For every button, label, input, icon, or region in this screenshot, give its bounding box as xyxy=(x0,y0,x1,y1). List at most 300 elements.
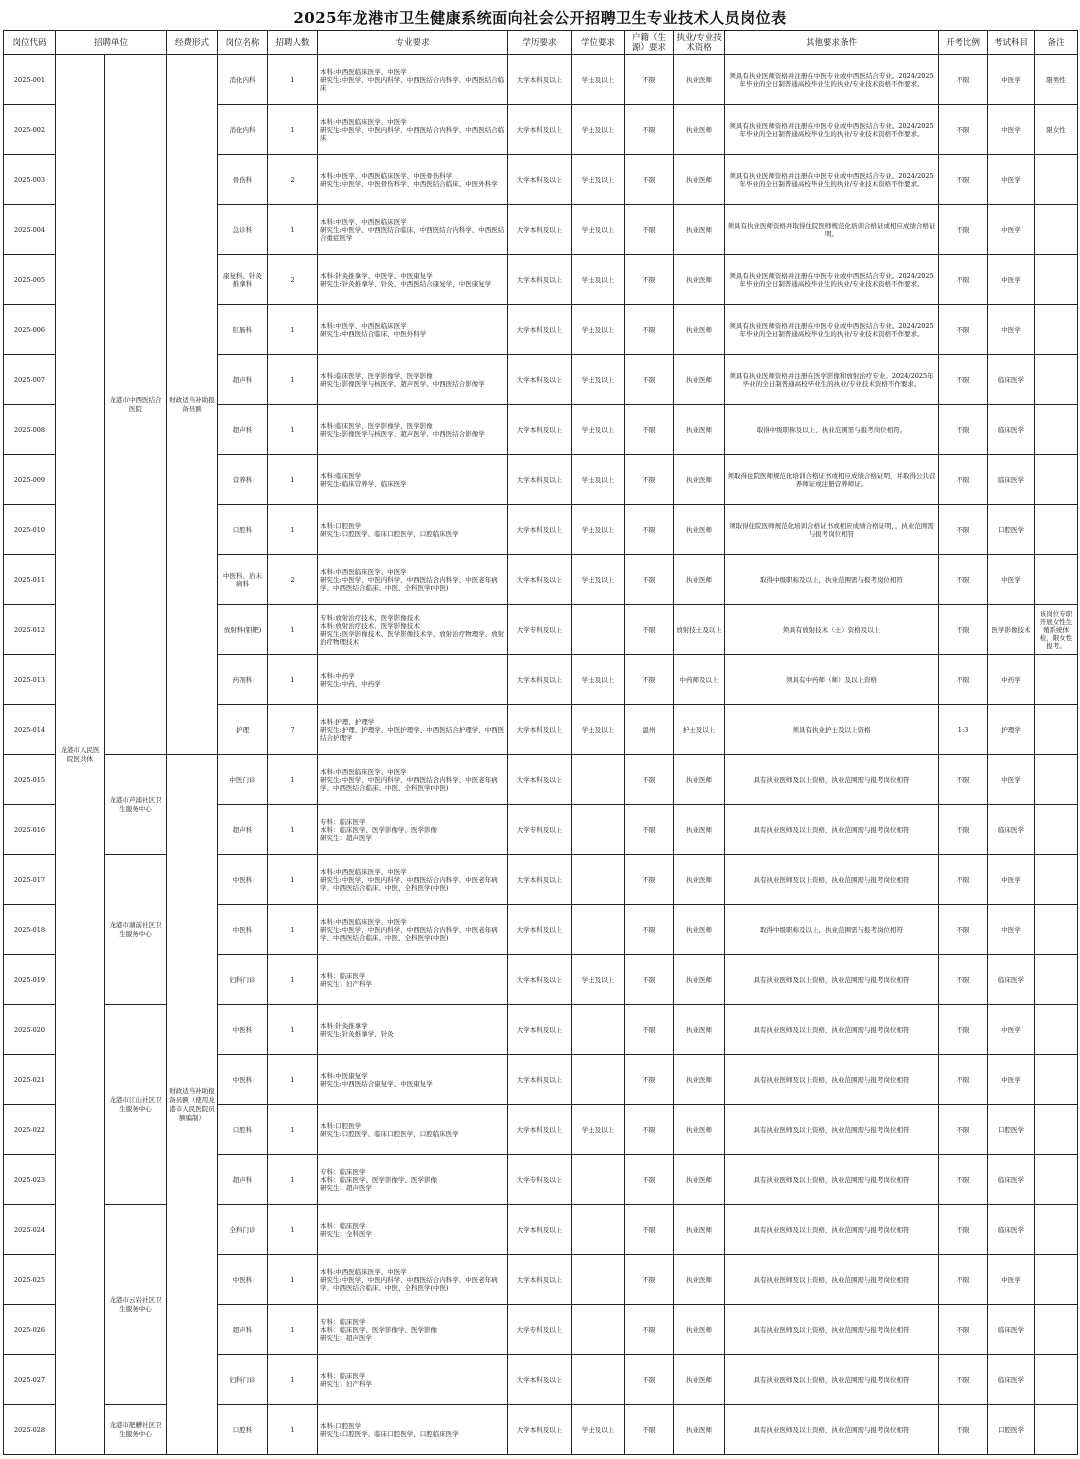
job-code-cell: 2025-019 xyxy=(4,955,56,1005)
exam-ratio-cell: 不限 xyxy=(939,205,988,255)
qualification-cell: 执业医师 xyxy=(674,805,725,855)
exam-subject-cell: 中医学 xyxy=(988,55,1035,105)
exam-ratio-cell: 不限 xyxy=(939,1055,988,1105)
table-row xyxy=(4,755,1078,805)
major-cell: 本科:中西医临床医学、中医学 研究生:中医学、中医内科学、中西医结合内科学、中西医结合临床 xyxy=(318,55,508,105)
exam-subject-cell: 中医学 xyxy=(988,855,1035,905)
household-cell: 不限 xyxy=(625,955,674,1005)
major-cell: 本科:针灸推拿学 研究生:针灸推拿学、针灸 xyxy=(318,1005,508,1055)
job-code-cell: 2025-024 xyxy=(4,1205,56,1255)
header-cell: 开考比例 xyxy=(939,31,988,55)
remark-cell xyxy=(1035,1155,1078,1205)
exam-ratio-cell: 不限 xyxy=(939,1105,988,1155)
qualification-cell: 执业医师 xyxy=(674,105,725,155)
education-cell: 大学本科及以上 xyxy=(508,1105,572,1155)
qualification-cell: 执业医师 xyxy=(674,455,725,505)
headcount-cell: 1 xyxy=(268,655,318,705)
education-cell: 大学本科及以上 xyxy=(508,555,572,605)
degree-cell xyxy=(572,805,625,855)
major-cell: 本科:针灸推拿学、中医学、中医康复学 研究生:针灸推拿学、针灸、中西医结合康复学、中医康复学 xyxy=(318,255,508,305)
degree-cell xyxy=(572,755,625,805)
degree-cell: 学士及以上 xyxy=(572,405,625,455)
headcount-cell: 1 xyxy=(268,1205,318,1255)
unit-cell: 龙港市中西医结合医院 xyxy=(105,55,167,755)
household-cell: 不限 xyxy=(625,1005,674,1055)
degree-cell: 学士及以上 xyxy=(572,205,625,255)
qualification-cell: 执业医师 xyxy=(674,1255,725,1305)
exam-subject-cell: 中医学 xyxy=(988,755,1035,805)
headcount-cell: 1 xyxy=(268,505,318,555)
qualification-cell: 执业医师 xyxy=(674,1205,725,1255)
education-cell: 大学专科及以上 xyxy=(508,805,572,855)
qualification-cell: 执业医师 xyxy=(674,1405,725,1455)
job-name-cell: 药剂科 xyxy=(218,655,268,705)
exam-subject-cell: 中医学 xyxy=(988,305,1035,355)
degree-cell xyxy=(572,1005,625,1055)
education-cell: 大学专科及以上 xyxy=(508,1155,572,1205)
exam-subject-cell: 中医学 xyxy=(988,155,1035,205)
household-cell: 不限 xyxy=(625,355,674,405)
header-cell: 招聘单位 xyxy=(56,31,167,55)
household-cell: 不限 xyxy=(625,755,674,805)
headcount-cell: 1 xyxy=(268,355,318,405)
headcount-cell: 1 xyxy=(268,455,318,505)
major-cell: 本科:临床医学 研究生:临床营养学、临床医学 xyxy=(318,455,508,505)
exam-ratio-cell: 不限 xyxy=(939,655,988,705)
job-name-cell: 急诊科 xyxy=(218,205,268,255)
other-requirements-cell: 具有执业医师及以上资格，执业范围需与报考岗位相符 xyxy=(725,1055,939,1105)
unit-cell: 龙港市云岩社区卫生服务中心 xyxy=(105,1205,167,1405)
degree-cell: 学士及以上 xyxy=(572,105,625,155)
exam-ratio-cell: 不限 xyxy=(939,805,988,855)
degree-cell: 学士及以上 xyxy=(572,255,625,305)
job-code-cell: 2025-012 xyxy=(4,605,56,655)
job-name-cell: 中医科 xyxy=(218,905,268,955)
job-name-cell: 放射科(钼靶) xyxy=(218,605,268,655)
job-code-cell: 2025-008 xyxy=(4,405,56,455)
table-row xyxy=(4,855,1078,905)
headcount-cell: 1 xyxy=(268,605,318,655)
headcount-cell: 1 xyxy=(268,755,318,805)
exam-subject-cell: 护理学 xyxy=(988,705,1035,755)
exam-ratio-cell: 不限 xyxy=(939,855,988,905)
exam-ratio-cell: 不限 xyxy=(939,405,988,455)
household-cell: 不限 xyxy=(625,855,674,905)
remark-cell xyxy=(1035,355,1078,405)
qualification-cell: 中药师及以上 xyxy=(674,655,725,705)
qualification-cell: 执业医师 xyxy=(674,1055,725,1105)
degree-cell: 学士及以上 xyxy=(572,55,625,105)
headcount-cell: 2 xyxy=(268,155,318,205)
education-cell: 大学专科及以上 xyxy=(508,605,572,655)
headcount-cell: 1 xyxy=(268,205,318,255)
other-requirements-cell: 具有执业医师及以上资格，执业范围需与报考岗位相符 xyxy=(725,955,939,1005)
header-cell: 岗位名称 xyxy=(218,31,268,55)
major-cell: 专科：临床医学 本科：临床医学、医学影像学、医学影像 研究生：超声医学 xyxy=(318,1305,508,1355)
household-cell: 不限 xyxy=(625,1305,674,1355)
remark-cell xyxy=(1035,555,1078,605)
headcount-cell: 1 xyxy=(268,1255,318,1305)
major-cell: 本科:中医学、中西医临床医学 研究生:中医学、中西医结合临床、中西医结合内科学、中西医结合重症医学 xyxy=(318,205,508,255)
exam-subject-cell: 临床医学 xyxy=(988,805,1035,855)
exam-ratio-cell: 不限 xyxy=(939,505,988,555)
remark-cell xyxy=(1035,305,1078,355)
household-cell: 不限 xyxy=(625,1405,674,1455)
exam-subject-cell: 临床医学 xyxy=(988,355,1035,405)
household-cell: 不限 xyxy=(625,105,674,155)
remark-cell: 该岗位专职开展女性生殖系统体检，限女性报考。 xyxy=(1035,605,1078,655)
job-code-cell: 2025-021 xyxy=(4,1055,56,1105)
education-cell: 大学本科及以上 xyxy=(508,1055,572,1105)
other-requirements-cell: 须具有执业护士及以上资格 xyxy=(725,705,939,755)
other-requirements-cell: 具有执业医师及以上资格，执业范围需与报考岗位相符 xyxy=(725,1005,939,1055)
qualification-cell: 执业医师 xyxy=(674,405,725,455)
job-code-cell: 2025-011 xyxy=(4,555,56,605)
education-cell: 大学本科及以上 xyxy=(508,405,572,455)
other-requirements-cell: 须具有中药师（师）及以上资格 xyxy=(725,655,939,705)
job-name-cell: 消化内科 xyxy=(218,105,268,155)
job-code-cell: 2025-016 xyxy=(4,805,56,855)
job-code-cell: 2025-025 xyxy=(4,1255,56,1305)
major-cell: 本科:中西医临床医学、中医学 研究生:中医学、中医内科学、中西医结合内科学、中医老年病学、中西医结合临床、中医、全科医学(中医) xyxy=(318,905,508,955)
exam-subject-cell: 临床医学 xyxy=(988,1355,1035,1405)
major-cell: 本科:中药学 研究生:中药、中药学 xyxy=(318,655,508,705)
job-code-cell: 2025-009 xyxy=(4,455,56,505)
exam-ratio-cell: 不限 xyxy=(939,955,988,1005)
degree-cell xyxy=(572,1355,625,1405)
major-cell: 本科:中西医临床医学、中医学 研究生:中医学、中医内科学、中西医结合内科学、中医老年病学、中西医结合临床、中医、全科医学(中医) xyxy=(318,1255,508,1305)
education-cell: 大学本科及以上 xyxy=(508,1255,572,1305)
remark-cell xyxy=(1035,1255,1078,1305)
exam-ratio-cell: 不限 xyxy=(939,1255,988,1305)
household-cell: 不限 xyxy=(625,205,674,255)
exam-ratio-cell: 不限 xyxy=(939,1005,988,1055)
qualification-cell: 执业医师 xyxy=(674,1305,725,1355)
remark-cell xyxy=(1035,1205,1078,1255)
major-cell: 本科:中医学、中西医临床医学 研究生:中西医结合临床、中医外科学 xyxy=(318,305,508,355)
other-requirements-cell: 取得中级职称及以上，执业范围需与报考岗位相符。 xyxy=(725,405,939,455)
other-requirements-cell: 具有执业医师及以上资格，执业范围需与报考岗位相符 xyxy=(725,1105,939,1155)
exam-ratio-cell: 不限 xyxy=(939,455,988,505)
remark-cell xyxy=(1035,1005,1078,1055)
exam-subject-cell: 中医学 xyxy=(988,205,1035,255)
qualification-cell: 执业医师 xyxy=(674,255,725,305)
job-name-cell: 口腔科 xyxy=(218,1105,268,1155)
table-row xyxy=(4,1005,1078,1055)
job-name-cell: 超声科 xyxy=(218,1155,268,1205)
job-code-cell: 2025-026 xyxy=(4,1305,56,1355)
page-title: 2025年龙港市卫生健康系统面向社会公开招聘卫生专业技术人员岗位表 xyxy=(293,9,787,27)
other-requirements-cell: 具有执业医师及以上资格，执业范围需与报考岗位相符 xyxy=(725,1405,939,1455)
degree-cell: 学士及以上 xyxy=(572,705,625,755)
degree-cell xyxy=(572,605,625,655)
job-name-cell: 中医科 xyxy=(218,1255,268,1305)
header-cell: 招聘人数 xyxy=(268,31,318,55)
qualification-cell: 执业医师 xyxy=(674,55,725,105)
remark-cell xyxy=(1035,755,1078,805)
education-cell: 大学本科及以上 xyxy=(508,105,572,155)
exam-ratio-cell: 不限 xyxy=(939,1305,988,1355)
exam-subject-cell: 中医学 xyxy=(988,1255,1035,1305)
qualification-cell: 执业医师 xyxy=(674,155,725,205)
major-cell: 本科:中西医临床医学、中医学 研究生:中医学、中医内科学、中西医结合内科学、中西医结合临床 xyxy=(318,105,508,155)
header-cell: 户籍（生源）要求 xyxy=(625,31,674,55)
header-cell: 专业要求 xyxy=(318,31,508,55)
household-cell: 不限 xyxy=(625,555,674,605)
job-name-cell: 全科门诊 xyxy=(218,1205,268,1255)
degree-cell: 学士及以上 xyxy=(572,955,625,1005)
job-code-cell: 2025-015 xyxy=(4,755,56,805)
exam-ratio-cell: 不限 xyxy=(939,1405,988,1455)
household-cell: 不限 xyxy=(625,155,674,205)
education-cell: 大学本科及以上 xyxy=(508,1355,572,1405)
job-code-cell: 2025-027 xyxy=(4,1355,56,1405)
table-row xyxy=(4,55,1078,105)
education-cell: 大学本科及以上 xyxy=(508,205,572,255)
major-cell: 本科:中医学、中西医临床医学、中医骨伤科学 研究生:中医学、中医骨伤科学、中西医结合临床、中医外科学 xyxy=(318,155,508,205)
other-requirements-cell: 须具有执业医师资格并注册在中医专业或中西医结合专业。2024/2025年毕业的全日制普通高校毕业生的执业/专业技术资格不作要求。 xyxy=(725,255,939,305)
headcount-cell: 1 xyxy=(268,405,318,455)
other-requirements-cell: 须取得住院医师规范化培训合格证书或相应成绩合格证明，并取得公共营养师证或注册营养师证。 xyxy=(725,455,939,505)
degree-cell: 学士及以上 xyxy=(572,555,625,605)
exam-ratio-cell: 不限 xyxy=(939,55,988,105)
household-cell: 不限 xyxy=(625,1205,674,1255)
other-requirements-cell: 具有执业医师及以上资格，执业范围需与报考岗位相符 xyxy=(725,1205,939,1255)
household-cell: 不限 xyxy=(625,905,674,955)
other-requirements-cell: 具有执业医师及以上资格，执业范围需与报考岗位相符 xyxy=(725,1355,939,1405)
other-requirements-cell: 具有执业医师及以上资格，执业范围需与报考岗位相符 xyxy=(725,1305,939,1355)
household-cell: 温州 xyxy=(625,705,674,755)
header-cell: 备注 xyxy=(1035,31,1078,55)
other-requirements-cell: 须取得住院医师规范化培训合格证书或相应成绩合格证明，，执业范围需与报考岗位相符 xyxy=(725,505,939,555)
header-cell: 其他要求条件 xyxy=(725,31,939,55)
exam-subject-cell: 中医学 xyxy=(988,1055,1035,1105)
remark-cell xyxy=(1035,1305,1078,1355)
degree-cell: 学士及以上 xyxy=(572,305,625,355)
job-code-cell: 2025-002 xyxy=(4,105,56,155)
major-cell: 本科:临床医学、医学影像学、医学影像 研究生:影像医学与核医学、超声医学、中西医结合影像学 xyxy=(318,405,508,455)
job-name-cell: 中医科 xyxy=(218,855,268,905)
degree-cell xyxy=(572,1155,625,1205)
major-cell: 本科：临床医学 研究生：妇产科学 xyxy=(318,1355,508,1405)
job-name-cell: 护理 xyxy=(218,705,268,755)
degree-cell xyxy=(572,1255,625,1305)
exam-subject-cell: 中医学 xyxy=(988,905,1035,955)
household-cell: 不限 xyxy=(625,505,674,555)
unit-cell: 龙港市舥艚社区卫生服务中心 xyxy=(105,1405,167,1455)
remark-cell xyxy=(1035,405,1078,455)
funding-cell: 财政适当补助报备员额（使用龙港市人民医院员额编制） xyxy=(167,755,218,1455)
major-cell: 本科:临床医学、医学影像学、医学影像 研究生:影像医学与核医学、超声医学、中西医结合影像学 xyxy=(318,355,508,405)
remark-cell xyxy=(1035,505,1078,555)
job-code-cell: 2025-020 xyxy=(4,1005,56,1055)
exam-ratio-cell: 不限 xyxy=(939,905,988,955)
household-cell: 不限 xyxy=(625,55,674,105)
exam-subject-cell: 中医学 xyxy=(988,555,1035,605)
other-requirements-cell: 须具有执业医师资格并注册在中医专业或中西医结合专业。2024/2025年毕业的全日制普通高校毕业生的执业/专业技术资格不作要求。 xyxy=(725,305,939,355)
household-cell: 不限 xyxy=(625,805,674,855)
remark-cell xyxy=(1035,955,1078,1005)
headcount-cell: 2 xyxy=(268,555,318,605)
remark-cell: 限男性 xyxy=(1035,55,1078,105)
headcount-cell: 1 xyxy=(268,1055,318,1105)
exam-subject-cell: 口腔医学 xyxy=(988,505,1035,555)
job-name-cell: 超声科 xyxy=(218,1305,268,1355)
qualification-cell: 执业医师 xyxy=(674,305,725,355)
education-cell: 大学本科及以上 xyxy=(508,655,572,705)
education-cell: 大学本科及以上 xyxy=(508,905,572,955)
table-row xyxy=(4,1405,1078,1455)
other-requirements-cell: 须具有执业医师资格并注册在中医专业或中西医结合专业。2024/2025年毕业的全日制普通高校毕业生的执业/专业技术资格不作要求。 xyxy=(725,155,939,205)
remark-cell xyxy=(1035,455,1078,505)
job-code-cell: 2025-013 xyxy=(4,655,56,705)
job-code-cell: 2025-001 xyxy=(4,55,56,105)
header-row xyxy=(4,31,1078,55)
job-name-cell: 口腔科 xyxy=(218,1405,268,1455)
major-cell: 本科:口腔医学 研究生:口腔医学、临床口腔医学、口腔临床医学 xyxy=(318,1405,508,1455)
exam-ratio-cell: 不限 xyxy=(939,605,988,655)
household-cell: 不限 xyxy=(625,1155,674,1205)
major-cell: 专科：临床医学 本科：临床医学、医学影像学、医学影像 研究生：超声医学 xyxy=(318,1155,508,1205)
degree-cell xyxy=(572,1205,625,1255)
remark-cell xyxy=(1035,1105,1078,1155)
top-unit-cell: 龙港市人民医院医共体 xyxy=(56,55,105,1455)
job-name-cell: 骨伤科 xyxy=(218,155,268,205)
exam-ratio-cell: 不限 xyxy=(939,155,988,205)
qualification-cell: 执业医师 xyxy=(674,905,725,955)
job-name-cell: 肛肠科 xyxy=(218,305,268,355)
job-code-cell: 2025-004 xyxy=(4,205,56,255)
household-cell: 不限 xyxy=(625,1355,674,1405)
degree-cell: 学士及以上 xyxy=(572,155,625,205)
exam-ratio-cell: 不限 xyxy=(939,355,988,405)
table-body xyxy=(4,55,1078,1455)
remark-cell xyxy=(1035,1405,1078,1455)
job-code-cell: 2025-023 xyxy=(4,1155,56,1205)
qualification-cell: 执业医师 xyxy=(674,1005,725,1055)
exam-ratio-cell: 不限 xyxy=(939,1355,988,1405)
major-cell: 本科:口腔医学 研究生:口腔医学、临床口腔医学、口腔临床医学 xyxy=(318,1105,508,1155)
remark-cell xyxy=(1035,1355,1078,1405)
major-cell: 本科:中西医临床医学、中医学 研究生:中医学、中医内科学、中西医结合内科学、中医老年病学、中西医结合临床、中医、全科医学(中医) xyxy=(318,555,508,605)
headcount-cell: 1 xyxy=(268,1105,318,1155)
header-cell: 经费形式 xyxy=(167,31,218,55)
headcount-cell: 1 xyxy=(268,1155,318,1205)
household-cell: 不限 xyxy=(625,1255,674,1305)
qualification-cell: 放射技士及以上 xyxy=(674,605,725,655)
exam-subject-cell: 临床医学 xyxy=(988,1205,1035,1255)
education-cell: 大学本科及以上 xyxy=(508,455,572,505)
remark-cell xyxy=(1035,705,1078,755)
job-name-cell: 中医科 xyxy=(218,1055,268,1105)
job-code-cell: 2025-003 xyxy=(4,155,56,205)
degree-cell: 学士及以上 xyxy=(572,1105,625,1155)
other-requirements-cell: 具有执业医师及以上资格，执业范围需与报考岗位相符 xyxy=(725,1255,939,1305)
education-cell: 大学本科及以上 xyxy=(508,1005,572,1055)
education-cell: 大学本科及以上 xyxy=(508,955,572,1005)
other-requirements-cell: 具有执业医师及以上资格，执业范围需与报考岗位相符 xyxy=(725,855,939,905)
exam-ratio-cell: 不限 xyxy=(939,555,988,605)
major-cell: 本科：临床医学 研究生：全科医学 xyxy=(318,1205,508,1255)
header-cell: 学位要求 xyxy=(572,31,625,55)
job-code-cell: 2025-007 xyxy=(4,355,56,405)
qualification-cell: 执业医师 xyxy=(674,505,725,555)
major-cell: 本科:护理、护理学 研究生:护理、护理学、中医护理学、中西医结合护理学、中西医结合护理学 xyxy=(318,705,508,755)
exam-subject-cell: 中医学 xyxy=(988,1005,1035,1055)
headcount-cell: 1 xyxy=(268,1305,318,1355)
major-cell: 专科:放射治疗技术、医学影像技术 本科:放射治疗技术、医学影像技术 研究生:医学影像技术、医学影像技术学、放射治疗物理学、放射治疗物理技术 xyxy=(318,605,508,655)
household-cell: 不限 xyxy=(625,605,674,655)
other-requirements-cell: 具有执业医师及以上资格，执业范围需与报考岗位相符 xyxy=(725,755,939,805)
headcount-cell: 1 xyxy=(268,905,318,955)
exam-subject-cell: 临床医学 xyxy=(988,1155,1035,1205)
remark-cell xyxy=(1035,255,1078,305)
exam-subject-cell: 临床医学 xyxy=(988,405,1035,455)
remark-cell xyxy=(1035,155,1078,205)
job-name-cell: 康复科、针灸推拿科 xyxy=(218,255,268,305)
headcount-cell: 7 xyxy=(268,705,318,755)
major-cell: 本科:中医康复学 研究生:中西医结合康复学、中医康复学 xyxy=(318,1055,508,1105)
job-code-cell: 2025-022 xyxy=(4,1105,56,1155)
major-cell: 本科:中西医临床医学、中医学 研究生:中医学、中医内科学、中西医结合内科学、中医老年病学、中西医结合临床、中医、全科医学(中医) xyxy=(318,855,508,905)
education-cell: 大学本科及以上 xyxy=(508,1405,572,1455)
qualification-cell: 执业医师 xyxy=(674,1105,725,1155)
headcount-cell: 1 xyxy=(268,855,318,905)
degree-cell xyxy=(572,1055,625,1105)
qualification-cell: 执业医师 xyxy=(674,955,725,1005)
degree-cell: 学士及以上 xyxy=(572,1405,625,1455)
remark-cell xyxy=(1035,905,1078,955)
headcount-cell: 1 xyxy=(268,1005,318,1055)
job-code-cell: 2025-018 xyxy=(4,905,56,955)
degree-cell: 学士及以上 xyxy=(572,505,625,555)
job-name-cell: 口腔科 xyxy=(218,505,268,555)
headcount-cell: 1 xyxy=(268,955,318,1005)
exam-subject-cell: 中医学 xyxy=(988,105,1035,155)
headcount-cell: 1 xyxy=(268,1405,318,1455)
exam-ratio-cell: 不限 xyxy=(939,305,988,355)
major-cell: 本科：临床医学 研究生：妇产科学 xyxy=(318,955,508,1005)
table-row xyxy=(4,1205,1078,1255)
household-cell: 不限 xyxy=(625,1105,674,1155)
exam-subject-cell: 医学影像技术 xyxy=(988,605,1035,655)
remark-cell xyxy=(1035,805,1078,855)
education-cell: 大学本科及以上 xyxy=(508,305,572,355)
other-requirements-cell: 须具有执业医师资格并注册在中医专业或中西医结合专业。2024/2025年毕业的全日制普通高校毕业生的执业/专业技术资格不作要求。 xyxy=(725,55,939,105)
household-cell: 不限 xyxy=(625,405,674,455)
job-name-cell: 超声科 xyxy=(218,355,268,405)
job-code-cell: 2025-005 xyxy=(4,255,56,305)
header-cell: 执业/专业技术资格 xyxy=(674,31,725,55)
exam-subject-cell: 临床医学 xyxy=(988,455,1035,505)
education-cell: 大学本科及以上 xyxy=(508,505,572,555)
headcount-cell: 2 xyxy=(268,255,318,305)
header-cell: 学历要求 xyxy=(508,31,572,55)
degree-cell xyxy=(572,905,625,955)
job-name-cell: 营养科 xyxy=(218,455,268,505)
job-table xyxy=(3,30,1078,1455)
qualification-cell: 执业医师 xyxy=(674,555,725,605)
other-requirements-cell: 须具有放射技术（士）资格及以上 xyxy=(725,605,939,655)
remark-cell: 限女性 xyxy=(1035,105,1078,155)
other-requirements-cell: 须具有执业医师资格并注册在医学影像和放射治疗专业。2024/2025年毕业的全日制普通高校毕业生的执业/专业技术资格不作要求。 xyxy=(725,355,939,405)
job-name-cell: 消化内科 xyxy=(218,55,268,105)
exam-ratio-cell: 不限 xyxy=(939,1205,988,1255)
household-cell: 不限 xyxy=(625,655,674,705)
exam-subject-cell: 中医学 xyxy=(988,255,1035,305)
unit-cell: 龙港市江山社区卫生服务中心 xyxy=(105,1005,167,1205)
qualification-cell: 执业医师 xyxy=(674,855,725,905)
